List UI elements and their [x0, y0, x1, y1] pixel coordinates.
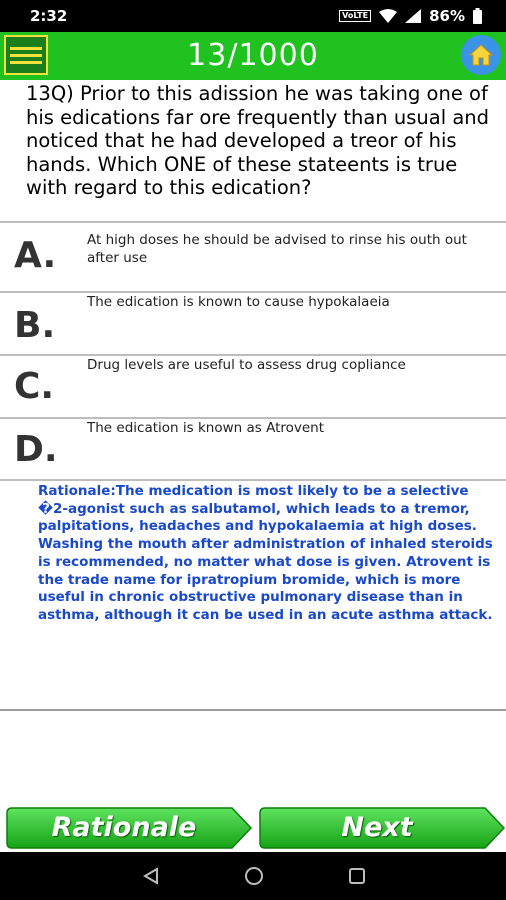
divider — [0, 479, 506, 481]
battery-icon — [473, 8, 482, 24]
recents-icon[interactable] — [348, 867, 366, 885]
rationale-button[interactable] — [6, 807, 252, 849]
option-text: At high doses he should be advised to rinse his outh out after use — [87, 232, 467, 266]
option-a[interactable] — [0, 223, 506, 291]
option-text: The edication is known to cause hypokalaeia — [87, 294, 390, 310]
option-c[interactable] — [0, 356, 506, 418]
rationale-text: Rationale:The medication is most likely to be a selective �2-agonist such as salbutamol, which leads to a tremor, palpitations, headaches and hypokalaemia at high doses. Washing the mouth after administration of inhaled steroids is recommended, no matter what dose is given. Atrovent is the trade name for ipratropium bromide, which is more useful in chronic obstructive pulmonary disease than in asthma, although it can be used in an acute asthma attack. — [38, 483, 493, 623]
status-time: 2:32 — [30, 7, 68, 25]
battery-percent: 86% — [429, 7, 465, 25]
option-letter: C. — [14, 366, 55, 407]
question-text: 13Q) Prior to this adission he was taking one of his edications far ore frequently than usual and noticed that he had developed a treor of his hands. Which ONE of these stateents is true with regard to this edication? — [26, 82, 490, 200]
status-icons — [339, 6, 482, 26]
rationale-button-label: Rationale — [51, 812, 197, 843]
option-text: The edication is known as Atrovent — [87, 420, 325, 436]
next-button-label: Next — [341, 812, 413, 843]
option-b[interactable] — [0, 293, 506, 355]
back-icon[interactable] — [142, 867, 160, 885]
wifi-icon — [379, 9, 397, 23]
home-button[interactable] — [461, 35, 501, 75]
app-header — [0, 32, 506, 80]
option-letter: D. — [14, 429, 58, 470]
option-letter: A. — [14, 235, 57, 276]
home-circle-icon[interactable] — [244, 866, 264, 886]
question-counter: 13/1000 — [187, 38, 319, 73]
home-icon — [469, 44, 493, 66]
option-text: Drug levels are useful to assess drug copliance — [87, 357, 406, 373]
navigation-bar — [0, 852, 506, 900]
next-button[interactable] — [259, 807, 505, 849]
divider — [0, 709, 506, 711]
option-d[interactable] — [0, 419, 506, 481]
status-bar — [0, 0, 506, 32]
option-letter: B. — [14, 305, 56, 346]
volte-indicator: VoLTE — [339, 10, 371, 22]
signal-icon — [405, 9, 421, 23]
